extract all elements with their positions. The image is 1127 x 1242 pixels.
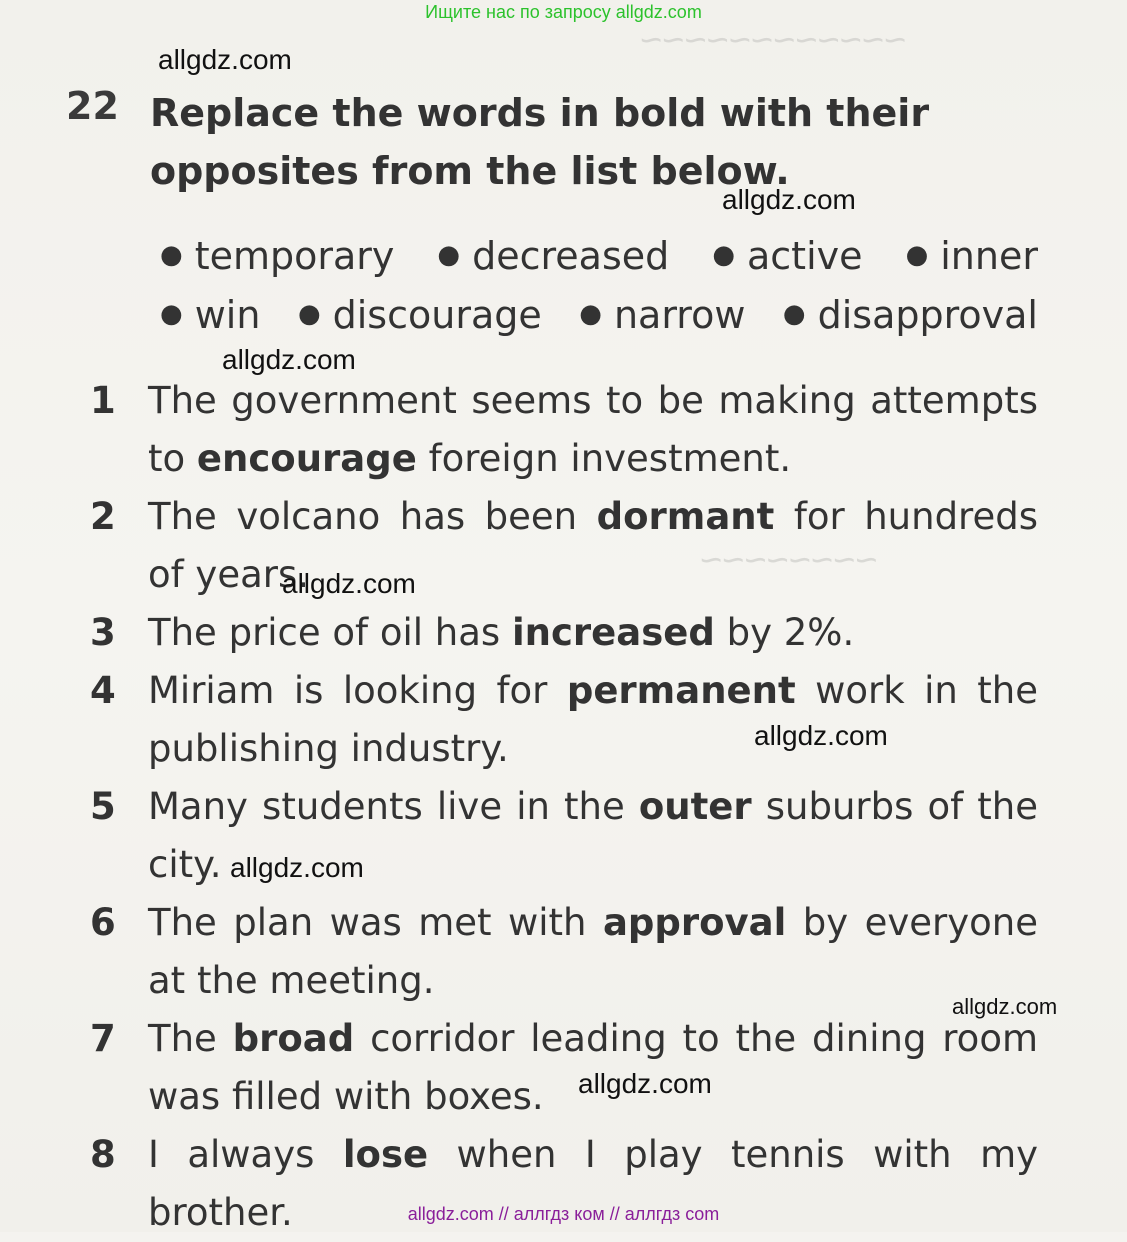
word-list-item: ● discourage: [298, 285, 542, 344]
item-text-after: suburbs of the city.: [148, 785, 1038, 886]
item-text-after: work in the publishing industry.: [148, 669, 1038, 770]
watermark: allgdz.com: [158, 44, 292, 75]
watermark: allgdz.com: [952, 994, 1058, 1019]
word-list-item: ● narrow: [579, 285, 745, 344]
item-text-before: Many students live in the: [148, 785, 639, 828]
watermark: allgdz.com: [282, 568, 416, 599]
item-bold-word: broad: [232, 1017, 355, 1060]
word-list-item: ● temporary: [160, 226, 394, 285]
item-bold-word: increased: [511, 611, 715, 654]
word-list-row: [160, 226, 1038, 285]
list-item: [84, 662, 1044, 778]
item-bold-word: encourage: [196, 437, 417, 480]
exercise-number: 22: [66, 84, 119, 128]
bleed-through: ~~~~~~~~: [700, 540, 878, 582]
item-bold-word: outer: [638, 785, 752, 828]
item-text-after: by everyone at the meeting.: [148, 901, 1038, 1002]
word-list-item: ● active: [712, 226, 862, 285]
top-banner[interactable]: Ищите нас по запросу allgdz.com: [425, 2, 702, 22]
watermark: allgdz.com: [754, 720, 888, 751]
list-item: [84, 778, 1044, 894]
list-item: [84, 1010, 1044, 1126]
item-bold-word: lose: [342, 1133, 429, 1176]
item-number: 7: [90, 1017, 116, 1060]
item-text: [148, 662, 1038, 778]
item-number: 8: [90, 1133, 116, 1176]
item-number: 3: [90, 611, 116, 654]
bleed-through: ~~~~~~~~~~~~: [640, 20, 907, 62]
item-text-before: The government seems to be making attempts to: [148, 379, 1038, 480]
item-bold-word: approval: [602, 901, 787, 944]
item-text-before: The volcano has been: [148, 495, 597, 538]
watermark: allgdz.com: [578, 1068, 712, 1099]
item-text-before: The price of oil has: [148, 611, 512, 654]
word-list: [160, 226, 1060, 344]
watermark: allgdz.com: [722, 184, 856, 215]
watermark: allgdz.com: [222, 344, 356, 375]
instruction-line-2: opposites from the list below.: [150, 149, 790, 193]
item-text: [148, 372, 1038, 488]
item-text: [148, 894, 1038, 1010]
list-item: [84, 894, 1044, 1010]
item-text: [148, 604, 1038, 662]
list-item: [84, 372, 1044, 488]
word-list-item: ● disapproval: [783, 285, 1038, 344]
word-list-row: [160, 285, 1038, 344]
item-text-after: by 2%.: [714, 611, 855, 654]
item-text-before: Miriam is looking for: [148, 669, 567, 712]
item-number: 4: [90, 669, 116, 712]
instruction-line-1: Replace the words in bold with their: [150, 91, 930, 135]
item-text-after: when I play tennis with my brother.: [148, 1133, 1039, 1234]
item-number: 2: [90, 495, 116, 538]
item-text-after: foreign investment.: [416, 437, 792, 480]
bottom-banner[interactable]: allgdz.com // аллгдз ком // аллгдз com: [407, 1204, 720, 1224]
item-bold-word: dormant: [596, 495, 775, 538]
list-item: [84, 604, 1044, 662]
word-list-item: ● decreased: [437, 226, 669, 285]
item-text-before: The: [148, 1017, 233, 1060]
item-text-after: for hundreds of years.: [148, 495, 1038, 596]
item-number: 5: [90, 785, 116, 828]
item-number: 1: [90, 379, 116, 422]
exercise-items: [84, 372, 1044, 1242]
item-text-before: I always: [148, 1133, 343, 1176]
item-text-before: The plan was met with: [148, 901, 603, 944]
watermark: allgdz.com: [230, 852, 364, 883]
exercise-instruction: [150, 84, 1030, 200]
item-bold-word: permanent: [566, 669, 796, 712]
item-text-after: corridor leading to the dining room was filled with boxes.: [148, 1017, 1038, 1118]
list-item: [84, 488, 1044, 604]
word-list-item: ● win: [160, 285, 260, 344]
word-list-item: ● inner: [906, 226, 1038, 285]
item-number: 6: [90, 901, 116, 944]
